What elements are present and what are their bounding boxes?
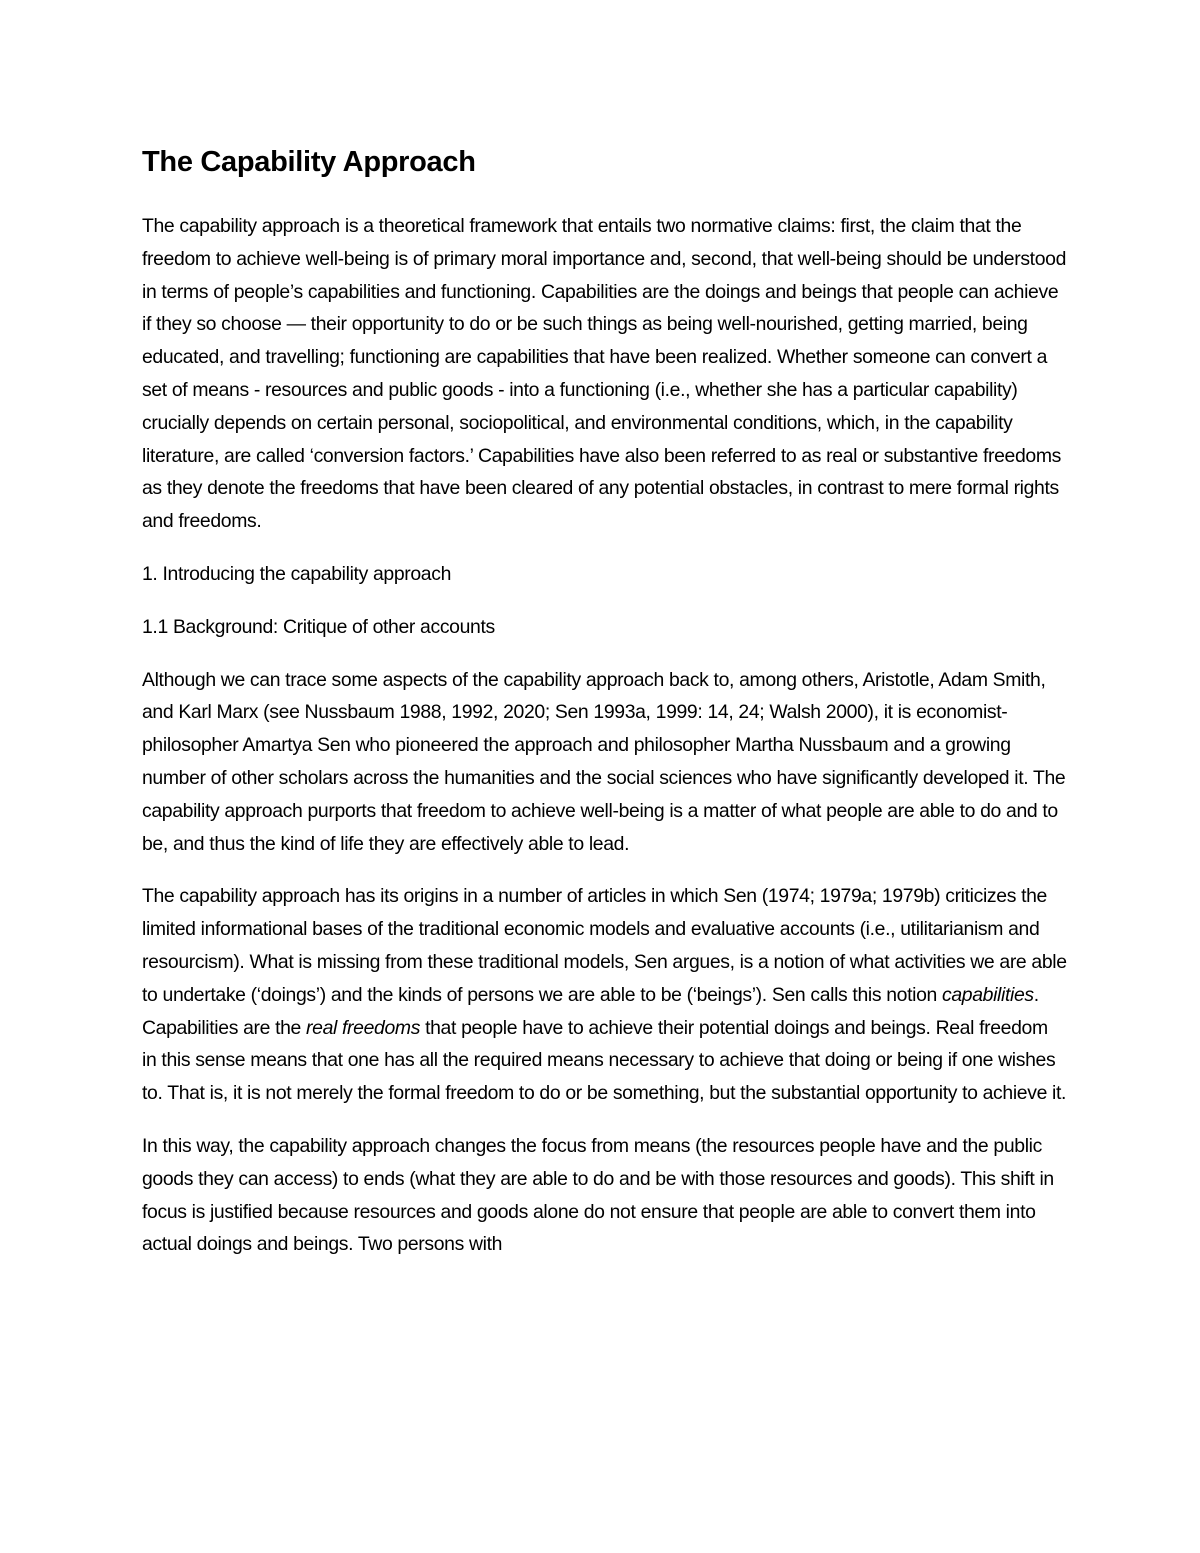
italic-real-freedoms: real freedoms	[306, 1016, 421, 1039]
section-1-heading: 1. Introducing the capability approach	[142, 562, 452, 585]
origins-text-3: that people have to achieve their potential doings and beings. Real freedom in this sense means that one has all the required means necessary to achieve that doing or being if one wishes to. That is, it is not merely the formal freedom to do or be something, but the substantial opportunity to achieve it.	[142, 1016, 1067, 1105]
italic-capabilities: capabilities	[942, 983, 1034, 1006]
origins-paragraph	[142, 880, 1067, 1110]
origins-text-1: The capability approach has its origins in a number of articles in which Sen (1974; 1979a; 1979b) criticizes the limited informational bases of the traditional economic models and evaluative accounts (i.e., utilitarianism and resourcism). What is missing from these traditional models, Sen argues, is a notion of what activities we are able to undertake (‘doings’) and the kinds of persons we are able to be (‘beings’). Sen calls this notion	[142, 885, 1067, 1006]
document-title: The Capability Approach	[142, 146, 476, 178]
origins-text-2: . Capabilities are the	[142, 983, 1039, 1039]
section-1-1-heading: 1.1 Background: Critique of other accounts	[142, 615, 495, 638]
intro-paragraph: The capability approach is a theoretical framework that entails two normative claims: first, the claim that the freedom to achieve well-being is of primary moral importance and, second, that well-being should be understood in terms of people’s capabilities and functioning. Capabilities are the doings and beings that people can achieve if they so choose — their opportunity to do or be such things as being well-nourished, getting married, being educated, and travelling; functioning are capabilities that have been realized. Whether someone can convert a set of means - resources and public goods - into a functioning (i.e., whether she has a particular capability) crucially depends on certain personal, sociopolitical, and environmental conditions, which, in the capability literature, are called ‘conversion factors.’ Capabilities have also been referred to as real or substantive freedoms as they denote the freedoms that have been cleared of any potential obstacles, in contrast to mere formal rights and freedoms.	[142, 215, 1067, 533]
background-paragraph: Although we can trace some aspects of the capability approach back to, among others, Aristotle, Adam Smith, and Karl Marx (see Nussbaum 1988, 1992, 2020; Sen 1993a, 1999: 14, 24; Walsh 2000), it is economist-philosopher Amartya Sen who pioneered the approach and philosopher Martha Nussbaum and a growing number of other scholars across the humanities and the social sciences who have significantly developed it. The capability approach purports that freedom to achieve well-being is a matter of what people are able to do and to be, and thus the kind of life they are effectively able to lead.	[142, 668, 1066, 855]
document-body	[142, 140, 1067, 1261]
focus-shift-paragraph: In this way, the capability approach changes the focus from means (the resources people have and the public goods they can access) to ends (what they are able to do and be with those resources and goods). This shift in focus is justified because resources and goods alone do not ensure that people are able to convert them into actual doings and beings. Two persons with	[142, 1134, 1054, 1256]
